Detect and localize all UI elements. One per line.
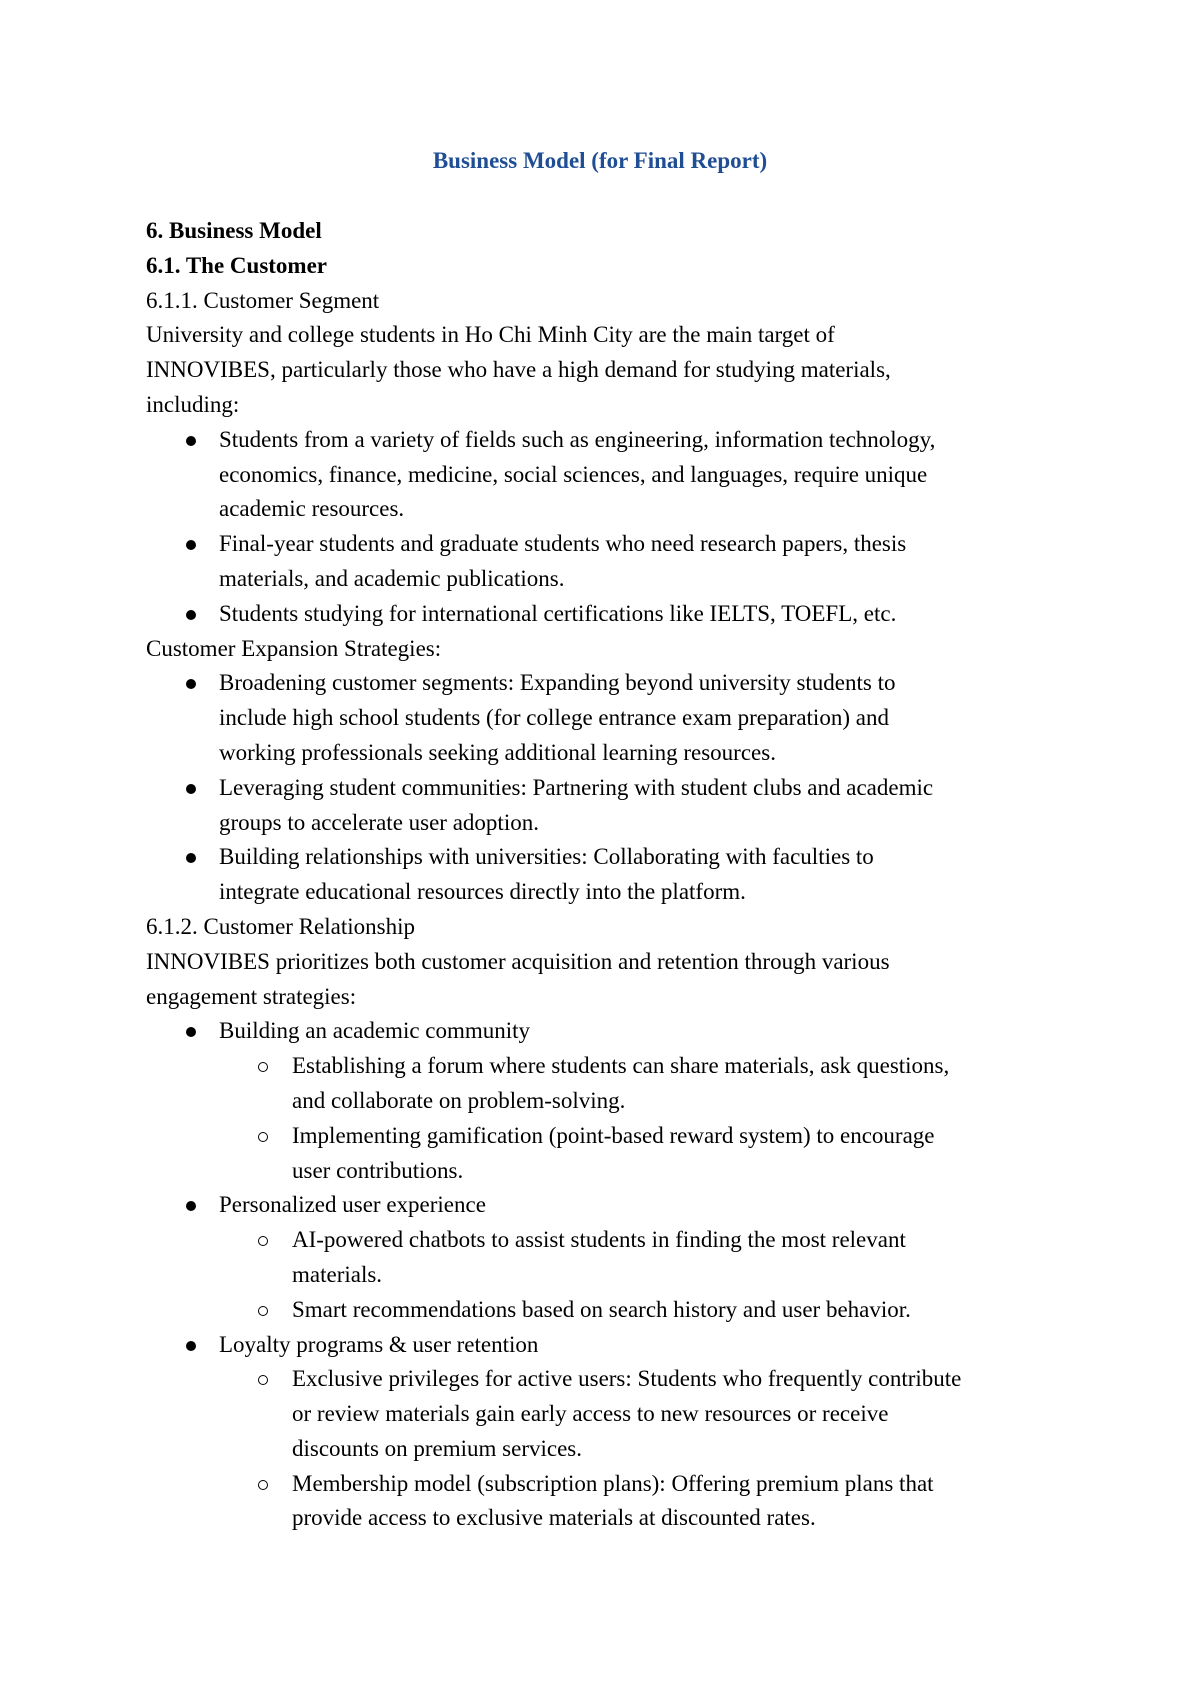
text-line: provide access to exclusive materials at discounted rates. [292, 1505, 816, 1531]
bullet-dot-icon [186, 1341, 196, 1351]
bullet-dot-icon [186, 784, 196, 794]
bullet-dot-icon [186, 853, 196, 863]
text-line: user contributions. [292, 1157, 464, 1183]
text-line: INNOVIBES prioritizes both customer acquisition and retention through various [146, 948, 890, 974]
text-line: Building relationships with universities: Collaborating with faculties to [219, 844, 874, 870]
relationship-heading: 6.1.2. Customer Relationship [146, 913, 415, 939]
text-line: Broadening customer segments: Expanding beyond university students to [219, 670, 896, 696]
relationship-intro [146, 945, 1071, 1015]
list-item [146, 1188, 1071, 1223]
document-body [146, 214, 1071, 1536]
segment-heading: 6.1.1. Customer Segment [146, 287, 380, 313]
text-line: and collaborate on problem-solving. [292, 1087, 626, 1113]
text-line: discounts on premium services. [292, 1435, 583, 1461]
text-line: include high school students (for college entrance exam preparation) and [219, 705, 889, 731]
text-line: groups to accelerate user adoption. [219, 809, 539, 835]
text-line: Leveraging student communities: Partnering with student clubs and academic [219, 774, 934, 800]
bullet-circle-icon [258, 1306, 268, 1316]
segment-intro [146, 318, 1071, 422]
text-line: Membership model (subscription plans): Offering premium plans that [292, 1470, 934, 1496]
text-line: or review materials gain early access to new resources or receive [292, 1401, 889, 1427]
text-line: INNOVIBES, particularly those who have a high demand for studying materials, [146, 357, 891, 383]
section-heading: 6. Business Model [146, 218, 322, 243]
sub-list-item [146, 1467, 1071, 1537]
text-line: working professionals seeking additional learning resources. [219, 739, 776, 765]
text-line: Smart recommendations based on search history and user behavior. [292, 1296, 911, 1322]
sub-list-item [146, 1049, 1071, 1119]
expansion-heading: Customer Expansion Strategies: [146, 635, 442, 661]
text-line: Exclusive privileges for active users: Students who frequently contribute [292, 1366, 962, 1392]
bullet-dot-icon [186, 1201, 196, 1211]
sub-list-item [146, 1362, 1071, 1466]
bullet-circle-icon [258, 1375, 268, 1385]
bullet-dot-icon [186, 1027, 196, 1037]
list-item [146, 666, 1071, 770]
list-item [146, 1328, 1071, 1363]
text-line: engagement strategies: [146, 983, 357, 1009]
text-line: Implementing gamification (point-based reward system) to encourage [292, 1122, 935, 1148]
list-item [146, 771, 1071, 841]
sub-list-item [146, 1119, 1071, 1189]
bullet-circle-icon [258, 1236, 268, 1246]
list-item [146, 1014, 1071, 1049]
text-line: Loyalty programs & user retention [219, 1331, 539, 1357]
text-line: Students studying for international certifications like IELTS, TOEFL, etc. [219, 600, 897, 626]
bullet-circle-icon [258, 1062, 268, 1072]
list-item [146, 840, 1071, 910]
text-line: University and college students in Ho Chi Minh City are the main target of [146, 322, 835, 348]
bullet-circle-icon [258, 1480, 268, 1490]
text-line: economics, finance, medicine, social sciences, and languages, require unique [219, 461, 928, 487]
sub-list-item [146, 1293, 1071, 1328]
text-line: Final-year students and graduate students who need research papers, thesis [219, 531, 907, 557]
document-title: Business Model (for Final Report) [432, 148, 768, 173]
list-item [146, 527, 1071, 597]
text-line: Building an academic community [219, 1018, 531, 1044]
bullet-dot-icon [186, 436, 196, 446]
text-line: materials. [292, 1261, 383, 1287]
bullet-dot-icon [186, 610, 196, 620]
text-line: integrate educational resources directly into the platform. [219, 879, 746, 905]
sub-list-item [146, 1223, 1071, 1293]
text-line: materials, and academic publications. [219, 565, 565, 591]
list-item [146, 597, 1071, 632]
text-line: Establishing a forum where students can share materials, ask questions, [292, 1053, 950, 1079]
text-line: Personalized user experience [219, 1192, 486, 1218]
text-line: Students from a variety of fields such as engineering, information technology, [219, 426, 936, 452]
subsection-heading: 6.1. The Customer [146, 252, 328, 278]
bullet-circle-icon [258, 1132, 268, 1142]
text-line: including: [146, 391, 240, 417]
text-line: AI-powered chatbots to assist students in finding the most relevant [292, 1227, 906, 1253]
text-line: academic resources. [219, 496, 405, 522]
list-item [146, 423, 1071, 527]
bullet-dot-icon [186, 540, 196, 550]
bullet-dot-icon [186, 679, 196, 689]
